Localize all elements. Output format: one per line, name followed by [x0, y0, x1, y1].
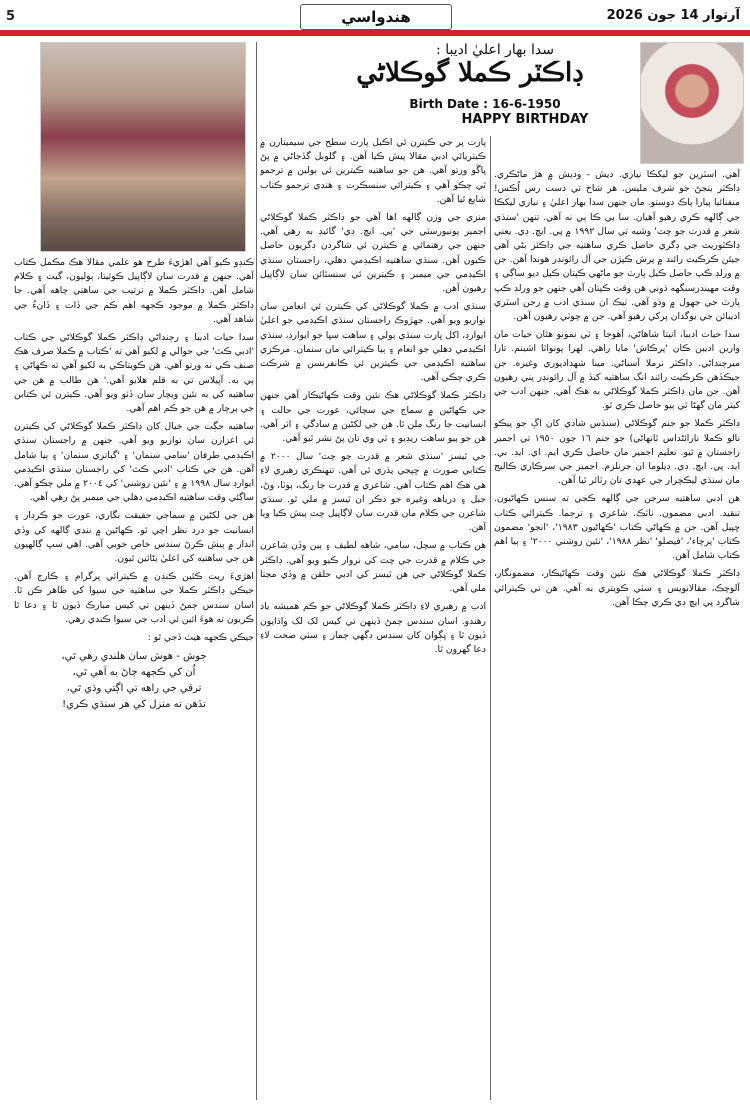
date-line: آرتوار 14 جون 2026 [606, 8, 740, 23]
group-photo [40, 42, 246, 252]
paragraph: سدا حيات اديبا ۽ رڄنداڻي ڊاڪٽر ڪملا گوڪلاڻي جي ڪتاب 'ادبي ڪٿ' جي حوالي ۾ لکيو آهي ته 'ڪتاب ۾ ڪملا صرف هڪ صنف ڪي نه ورتو آهي. هن ڪويتاڪي به لکيو آهي ته ڪهاڻي ۽ ٻي به. آپيلاس تي به قلم هلايو آهي.' هن طالب ۾ هن جي ساهتيه کي به نئين ويچار سان ڏٺو ويو آهي. ڪيترن ئي ڪتابن جي پرچار ۾ هن جو ڪم اهم آهي. [14, 332, 254, 415]
paragraph: ڊاڪٽر ڪملا جو جنم گوڪلاڻي (سنڌس شادي کان اڳ جو پيڪو نالو ڪملا نارائڻداس ٿانهاڻي) جو جنم ١٦ جون ١٩٥٠ تي اجمير راجستان ۾ ٿيو. تعليم اجمير مان حاصل ڪري ايم. اي. ايڊ. بي. ايڊ. پي. ايڇ. ڊي. ڊپلوما ان جرنلزم. اجمير جي سرڪاري ڪاليج مان سنڌي ليڪچرار جي عهدي تان رٽائر ٿيا آهن. [494, 418, 740, 487]
article-column-right [494, 168, 740, 1098]
paragraph: ڪنڊو ڪيو آهي اهڙيءَ طرح هو علمي مقالا هڪ مڪمل ڪتاب آهي. جنهن ۾ قدرت سان لاڳاپيل ڪوئيتا، ٻوليون، گيت ۽ ڪلام شامل آهن. ڊاڪٽر ڪملا ۾ ترتيب جي ساهتي چاهه آهي. جا ڊاڪٽر ڪملا ۾ موجود ڪجهه اهم ڪم جي ڏات ۽ ڏانءُ جي شاهد آهي. [14, 257, 254, 325]
paragraph: هن جي لکڻين ۾ سماجي حقيقت نگاري، عورت جو ڪردار ۽ انسانيت جو درد نظر اچي ٿو. ڪهاڻين ۾ ننڍي ڳالهه کي وڏي انداز ۾ پيش ڪرڻ سندس خاص خوبي آهي. اهي سڀ ڳالهيون هن جي ساهتيه کي اعليٰ بڻائين ٿيون. [14, 510, 254, 565]
paragraph: جيڪي ڪجهه هيٺ ڏجي ٿو : [147, 632, 254, 644]
paragraph: ڊاڪٽر ڪملا گوڪلاڻي هڪ نئين وقت ڪهاڻيڪار، مضمونگار، آلوچڪ، مقالانويس ۽ سٺي ڪويتري به آهي. هن تي ڪيترائي شاگرد پي ايڇ ڊي ڪري چڪا آهن. [494, 568, 740, 608]
birthday-greeting: HAPPY BIRTHDAY [461, 112, 589, 127]
paragraph: هن ڪتاب ۾ سچل، سامي، شاهه لطيف ۽ ٻين وڏن شاعرن جي ڪلام ۾ قدرت جي چٽ کي نروار ڪيو ويو آهي. ڊاڪٽر ڪملا گوڪلاڻي جي هن ٿيسز کي ادبي حلقن ۾ وڏي مڃتا ملي آهي. [260, 540, 486, 595]
birth-date: Birth Date : 16-6-1950 [409, 97, 561, 111]
paragraph: ساهتيه جڳت جي خيال کان ڊاڪٽر ڪملا گوڪلاڻي کي ڪيترن ئي اعزازن سان نوازيو ويو آهي. جنهن ۾ راجستان سنڌي اڪيڊمي طرفان 'سامي سنمان' ۽ 'گياتري سنمان' ۽ ٻيا شامل آهن. هن جي ڪتاب 'ادبي ڪٿ' کي راجستان سنڌي اڪيڊمي ايوارڊ سال ١٩٩٨ ۾ ۽ 'نئين روشني' کي ٢٠٠٤ ۾ ملي چڪو آهي. ساڳئي وقت ساهتيه اڪيڊمي دهلي جي ميمبر پڻ رهي آهي. [14, 421, 254, 504]
paragraph: منزي جي وزن ڳالهه اها آهي جو ڊاڪٽر ڪملا گوڪلاڻي اجمير يونيورسٽي جي 'پي. ايڇ. ڊي' گائيڊ به رهي آهي. جنهن جي رهنمائي ۾ ڪيترن ئي شاگردن ڊگريون حاصل ڪيون آهن. سنڌي ساهتيه اڪيڊمي دهلي، راجستان سنڌي اڪيڊمي جي ميمبر ۽ ڪيترين ئي سنسٿائن سان لاڳاپيل رهيون آهن. [260, 212, 486, 295]
column-divider [256, 42, 257, 1100]
poem-line: اُن کي ڪجهه ڄاڻ به آهي ٿي، [72, 667, 196, 679]
article-title: ڊاڪٽر ڪملا گوڪلاڻي [356, 58, 584, 88]
paragraph: جي ٿيسز 'سنڌي شعر ۾ قدرت جو چٽ' سال ٢٠٠٠ ۾ ڪتابي صورت ۾ ڇپجي پڌري ٿي آهي. تنهنڪري رهبري لاءِ هي هڪ اهم ڪتاب آهي. شاعري ۾ قدرت جا رنگ، ٻوٽا، وڻ، جبل ۽ درياهه وغيره جو ذڪر ان ٿيسز ۾ ملي ٿو. سنڌي شاعرن جي ڪلام مان قدرت سان لاڳاپيل چٽ پيش ڪيا ويا آهن. [260, 451, 486, 534]
page-number: 5 [6, 9, 16, 24]
paragraph: سنڌي ادب ۾ ڪملا گوڪلاڻي کي ڪيترن ئي انعامن سان نوازيو ويو آهي. جهڙوڪ راجستان سنڌي اڪيڊمي جو اعليٰ ايوارڊ، اکل ڀارت سنڌي ٻولي ۽ ساهت سڀا جو ايوارڊ، سنڌي اڪيڊمي دهلي جو انعام ۽ ٻيا ڪيترائي مان سنمان. مرڪزي ساهتيه اڪيڊمي جي ڪيترين ئي ڪانفرنسن ۾ شرڪت ڪري چڪي آهي. [260, 301, 486, 384]
article-column-left [14, 256, 254, 1098]
portrait-photo [640, 42, 744, 164]
paragraph: آهي. اسٽرين جو ليکڪا نياري. ديش - وديش ۾ هڙ ماڻڪري. ڊاڪٽر بنجڻ جو شرف مليس. هر شاخ تي دست رس اُڪس! منفنائيا پيارا پاڪ دوستو. مان جنهن سدا بهار اعليٰ ۽ نياري ليکڪا جي ڳالهه ڪري رهيو آهيان. سا بي ڪا ٻي نه آهي. تنهن 'سنڌي شعر ۾ قدرت جو چٽ' وشيه تي سال ١٩٩٢ ۾ پي. ايڇ. ڊي. يعني ڊاڪٽوريٽ جي ڊگري حاصل ڪري ساهتيه جي ڊاڪٽر بڻي آهي جيئن ڪرڪيٽ رائند ۾ پرش ڪپڙن جي آل رائونڊر هوندا آهن. جن ۾ ورلڊ ڪپ حاصل ڪيل پارٽ جو ماڻهي ڪپتان ڪپل ديو ساڳي ۽ وقت مهيندرسنگهه ڌوني هن وقت ڪپتان آهي جنهن جو ورلڊ ڪپ پارٽ جي جهول ۾ وڌو آهي. ٺيڪ ان سنڌي ادب ۾ رجن اسٽري اديبائن جي يوگدان پرکي رهيو آهي. جن ۾ چوٽي رهيون آهن. [494, 169, 740, 323]
article-column-middle [260, 136, 486, 1098]
paragraph: پارت پر جي ڪيترن ئي اڪيل پارت سطح جي سيمينارن ۾ ڪيتريائي ادبي مقالا پيش ڪيا آهن. ۽ گلوبل گڏجاڻي ۾ پڻ ڀاڱو ورتو آهي. هن جو ساهتيه ڪيترين ئي ٻولين ۾ ترجمو ٿي چڪو آهي ۽ ڪيترائي سنسڪرت ۽ هندي ترجمو ڪتاب شايع ٿيا آهن. [260, 137, 486, 205]
poem-line: ترقي جي راهه تي اڳتي وڌي ٿي، [66, 683, 202, 695]
poem [14, 649, 254, 713]
paragraph: اهڙيءَ ريت ڪئين ڪنڊن ۾ ڪيترائي پرگرام ۽ ڪارج آهن. جيڪي ڊاڪٽر ڪملا جي ساهتيه جي سيوا کي ظاهر ڪن ٿا. اسان سندس ڄمڻ ڏينهن تي کيس مبارڪ ڏيون ٿا ۽ دعا ٿا ڪريون ته هوءَ ائين ئي ادب جي سيوا ڪندي رهي. [14, 571, 254, 625]
paragraph: ڊاڪٽر ڪملا گوڪلاڻي هڪ نئين وقت ڪهاڻيڪار آهي جنهن جي ڪهاڻين ۾ سماج جي سچائي، عورت جي حالت ۽ انسانيت جا رنگ ملن ٿا. هن جي لکڻين ۾ سادگي ۽ اثر آهي. هن جو ٻيو ساهت ريڊيو ۽ ٽي وي تان پڻ نشر ٿيو آهي. [260, 390, 486, 445]
header-red-bar [0, 30, 750, 36]
paragraph: سدا حيات اديبا، انيتا شاهاڻي، آهوجا ۽ ٽي نمونو هئان حيات مان وارين اديبن ڪان 'پرڪاش' مايا راهي. لهرا پونواٽا اشبنم. تارا ميرچنداڻي. ڊاڪٽر نرملا آسناڻي. مينا شهدادپوري وغيره. جن جيڪڏهن ڪرڪيٽ رائند انگ ساهتيه کيڏ ۾ آل رائونڊر پني رهيون آهن. جن مان ڊاڪٽر ڪملا گوڪلاڻي به هڪ آهي. جنهن ادب جي کيتر مان گهڻا ٿي ٻيو حاصل ڪري ٿو. [494, 329, 740, 412]
article-kicker: سدا بهار اعليٰ اديبا : [436, 42, 554, 58]
column-divider [490, 136, 491, 1100]
paragraph: ادب ۾ رهبري لاءِ ڊاڪٽر ڪملا گوڪلاڻي جو ڪم هميشه ياد رهندو. اسان سندس ڄمڻ ڏينهن تي کيس لک لک واڌايون ڏيون ٿا ۽ ڀڳوان کان سندس ڊگهي ڄمار ۽ سٺي صحت لاءِ دعا گهرون ٿا. [260, 601, 486, 655]
poem-line: جوش - هوش سان هلندي رهي ٿي، [61, 651, 207, 663]
newspaper-header [0, 0, 750, 30]
poem-line: تڏهن ته منزل کي هر سنڌي ڪري! [62, 699, 206, 711]
masthead: هندواسي [300, 4, 452, 30]
paragraph: هن ادبي ساهتيه سرجن جي ڳالهه ڪجي ته سنس ڪهاڻيون. تنقيد. ادبي مضمون. ناٽڪ. شاعري ۽ ترجما. ڪيترائي ڪتاب ڇپيل آهن. جن ۾ ڪهاڻي ڪتاب 'ڪهاڻيون ١٩٨٣'، 'انجو' مضمون ڪتاب 'پرچاء'، 'فيصلو' 'نظر ١٩٨٨'، 'نئين روشني ٢٠٠٠' ۽ ٻيا اهم ڪتاب شامل آهن. [494, 493, 740, 562]
